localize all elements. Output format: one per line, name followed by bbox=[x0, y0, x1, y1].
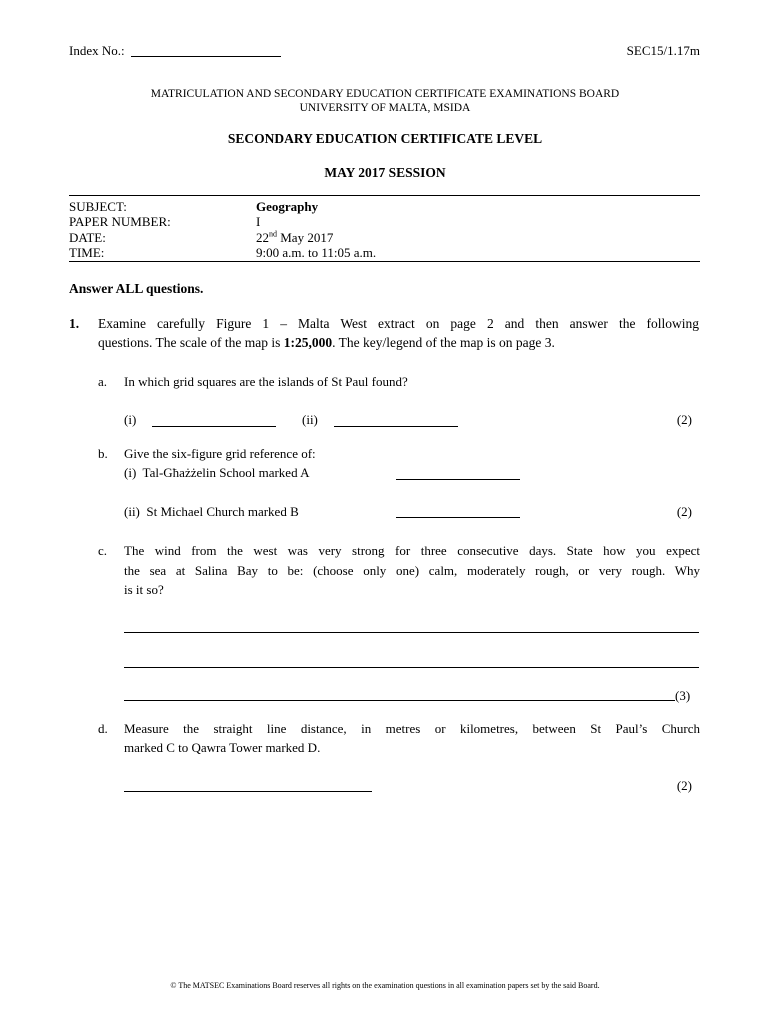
part-d-marks: (2) bbox=[676, 778, 692, 793]
part-a-sub-i-label: (i) bbox=[124, 412, 137, 427]
part-c-line2: the sea at Salina Bay to be: (choose only one) calm, moderately rough, or very rough. Why bbox=[124, 563, 700, 578]
part-a-marks: (2) bbox=[676, 412, 692, 427]
question-number: 1. bbox=[69, 316, 80, 331]
details-bottom-rule bbox=[69, 261, 700, 262]
part-c-marks: (3) bbox=[675, 688, 691, 703]
index-number-blank bbox=[131, 56, 281, 57]
paper-number-label: PAPER NUMBER: bbox=[69, 214, 171, 229]
part-b-question: Give the six-figure grid reference of: bbox=[124, 446, 316, 461]
part-a-answer-i[interactable] bbox=[152, 426, 276, 427]
part-c-answer-line-1[interactable] bbox=[124, 632, 699, 633]
part-b-item-ii: (ii) St Michael Church marked B bbox=[124, 504, 299, 519]
copyright-footer: © The MATSEC Examinations Board reserves all rights on the examination questions in all examination papers set by the said Board. bbox=[170, 981, 600, 990]
subject-value: Geography bbox=[256, 199, 319, 214]
part-d-answer[interactable] bbox=[124, 791, 372, 792]
part-a-label: a. bbox=[98, 374, 108, 389]
details-top-rule bbox=[69, 195, 700, 196]
part-b-answer-i[interactable] bbox=[396, 479, 520, 480]
part-d-label: d. bbox=[98, 721, 108, 736]
part-c-answer-line-3[interactable] bbox=[124, 700, 675, 701]
part-d-line2: marked C to Qawra Tower marked D. bbox=[124, 740, 321, 755]
part-b-item-i: (i) Tal-Għażżelin School marked A bbox=[124, 465, 310, 480]
part-c-answer-line-2[interactable] bbox=[124, 667, 699, 668]
part-a-question: In which grid squares are the islands of St Paul found? bbox=[124, 374, 408, 389]
part-b-label: b. bbox=[98, 446, 108, 461]
question-intro-line2: questions. The scale of the map is 1:25,000. The key/legend of the map is on page 3. bbox=[98, 335, 555, 350]
subject-label: SUBJECT: bbox=[69, 199, 127, 214]
part-a-answer-ii[interactable] bbox=[334, 426, 458, 427]
time-label: TIME: bbox=[69, 245, 105, 260]
date-value: 22nd May 2017 bbox=[256, 229, 334, 245]
part-c-line3: is it so? bbox=[124, 582, 164, 597]
board-name: MATRICULATION AND SECONDARY EDUCATION CERTIFICATE EXAMINATIONS BOARD bbox=[150, 88, 620, 100]
paper-code: SEC15/1.17m bbox=[626, 43, 700, 58]
paper-number-value: I bbox=[256, 214, 261, 229]
level-title: SECONDARY EDUCATION CERTIFICATE LEVEL bbox=[227, 131, 543, 146]
date-label: DATE: bbox=[69, 230, 106, 245]
index-number-label: Index No.: bbox=[69, 43, 125, 58]
part-a-sub-ii-label: (ii) bbox=[302, 412, 318, 427]
instruction: Answer ALL questions. bbox=[69, 281, 204, 296]
part-b-answer-ii[interactable] bbox=[396, 517, 520, 518]
time-value: 9:00 a.m. to 11:05 a.m. bbox=[256, 245, 377, 260]
part-d-line1: Measure the straight line distance, in metres or kilometres, between St Paul’s Church bbox=[124, 721, 700, 736]
part-b-marks: (2) bbox=[676, 504, 692, 519]
index-number-field bbox=[69, 43, 125, 59]
part-c-line1: The wind from the west was very strong for three consecutive days. State how you expect bbox=[124, 543, 700, 558]
session-title: MAY 2017 SESSION bbox=[324, 165, 446, 180]
map-scale: 1:25,000 bbox=[283, 335, 333, 350]
question-intro-line1: Examine carefully Figure 1 – Malta West extract on page 2 and then answer the following bbox=[98, 316, 699, 331]
board-university: UNIVERSITY OF MALTA, MSIDA bbox=[299, 102, 471, 114]
part-c-label: c. bbox=[98, 543, 108, 558]
